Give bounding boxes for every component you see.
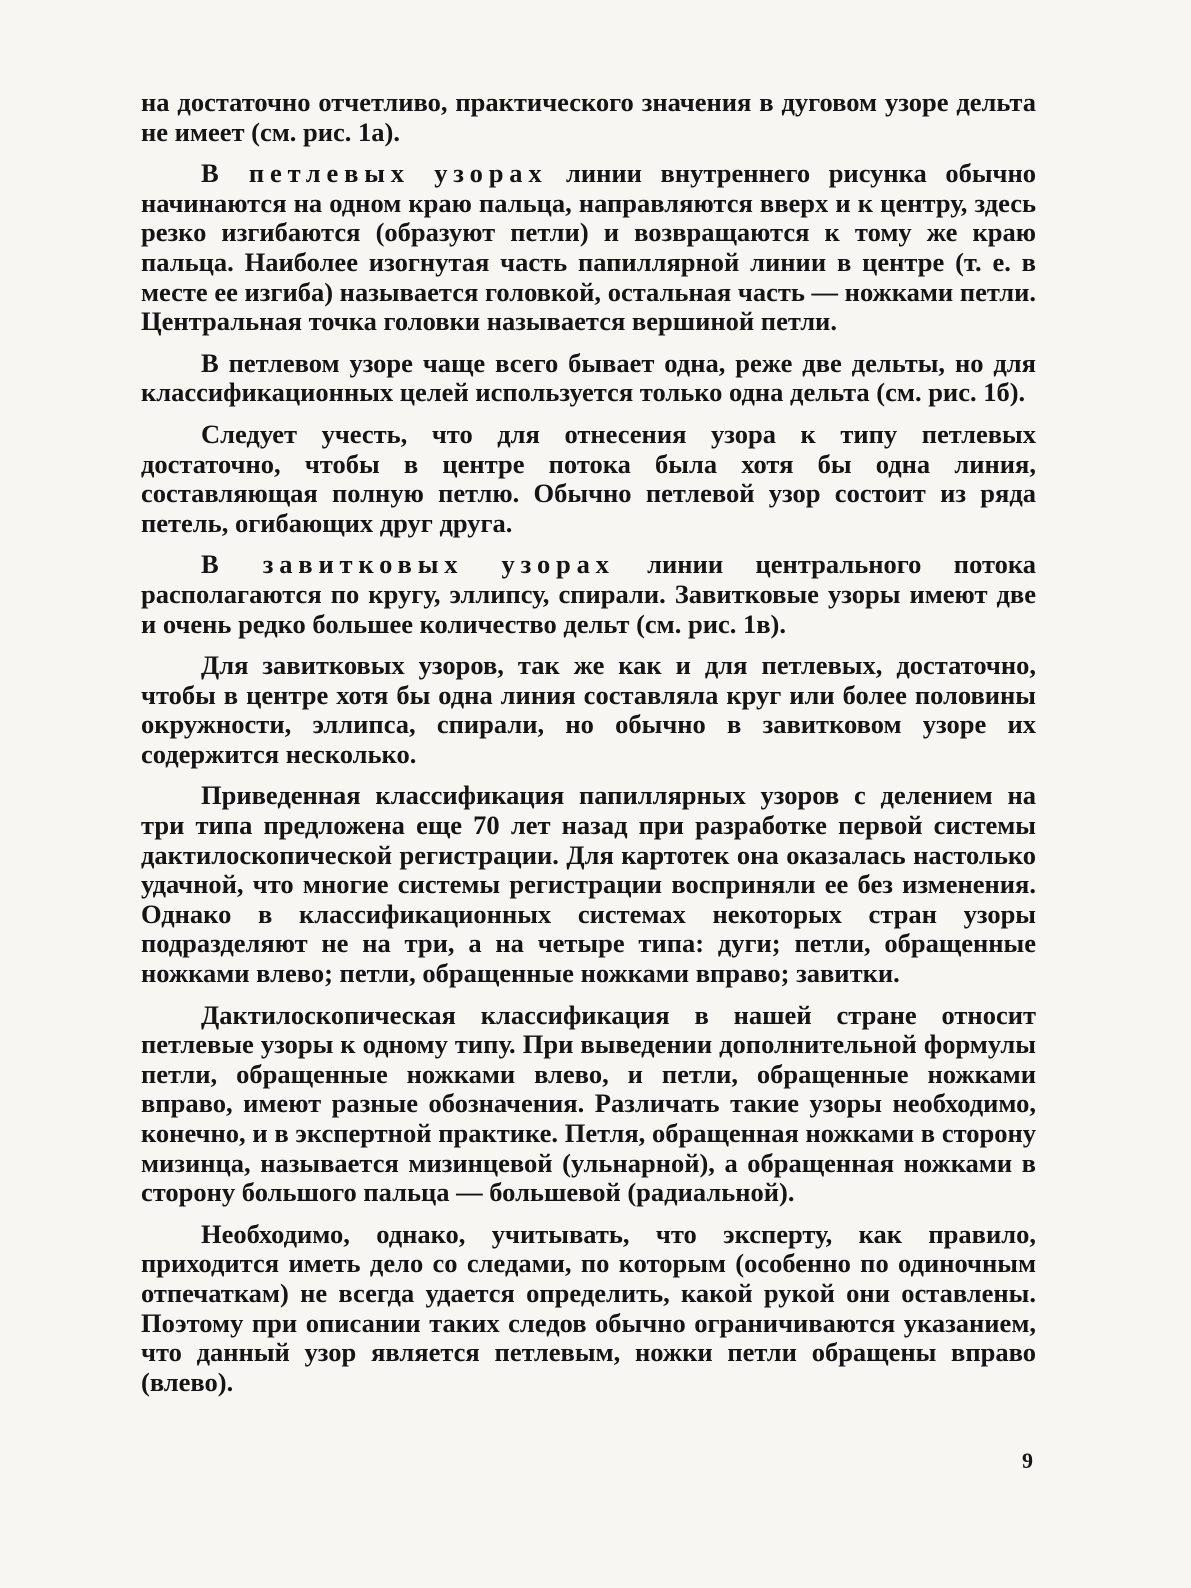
- paragraph-4: [141, 420, 1036, 538]
- paragraph-3: [141, 349, 1036, 408]
- page-number: 9: [1022, 1448, 1033, 1473]
- paragraph-4-text: Следует учесть, что для отнесения узора к типу петлевых достаточно, чтобы в центре потока была хотя бы одна линия, составляющая полную петлю. Обычно петлевой узор состоит из ряда петель, огибающих друг друга.: [141, 418, 1036, 538]
- paragraph-5-term: В завитковых узорах: [201, 549, 615, 580]
- paragraph-7-text: Приведенная классификация папиллярных узоров с делением на три типа предложена еще 70 лет назад при разработке первой системы дактилоскопической регистрации. Для картотек она оказалась настолько удачной, что многие системы регистрации восприняли ее без изменения. Однако в классификационных системах некоторых стран узоры подразделяют не на три, а на четыре типа: дуги; петли, обращенные ножками влево; петли, обращенные ножками вправо; завитки.: [141, 780, 1036, 989]
- paragraph-1-text: на достаточно отчетливо, практического значения в дуговом узоре дельта не имеет (см. рис. 1а).: [141, 87, 1036, 147]
- paragraph-6-text: Для завитковых узоров, так же как и для петлевых, достаточно, чтобы в центре хотя бы одна линия составляла круг или более половины окружности, эллипса, спирали, но обычно в завитковом узоре их содержится несколько.: [141, 650, 1036, 769]
- paragraph-2-term: В петлевых узорах: [201, 158, 548, 189]
- paragraph-8-text: Дактилоскопическая классификация в нашей стране относит петлевые узоры к одному типу. При выведении дополнительной формулы петли, обращенные ножками влево, и петли, обращенные ножками вправо, имеют разные обозначения. Различать такие узоры необходимо, конечно, и в экспертной практике. Петля, обращенная ножками в сторону мизинца, называется мизинцевой (ульнарной), а обращенная ножками в сторону большого пальца — большевой (радиальной).: [141, 999, 1036, 1208]
- page-text: [141, 88, 1036, 1409]
- paragraph-6: [141, 651, 1036, 769]
- paragraph-2-text: линии внутреннего рисунка обычно начинаются на одном краю пальца, направляются вверх и к центру, здесь резко изгибаются (образуют петли) и возвращаются к тому же краю пальца. Наиболее изогнутая часть папиллярной линии в центре (т. е. в месте ее изгиба) называется головкой, остальная часть — ножками петли. Центральная точка головки называется вершиной петли.: [141, 158, 1036, 337]
- paragraph-2: [141, 159, 1036, 337]
- paragraph-8: [141, 1001, 1036, 1208]
- paragraph-1: [141, 88, 1036, 147]
- paragraph-3-text: В петлевом узоре чаще всего бывает одна, реже две дельты, но для классификационных целей используется только одна дельта (см. рис. 1б).: [141, 347, 1036, 408]
- paragraph-7: [141, 781, 1036, 988]
- paragraph-5-text: линии центрального потока располагаются по кругу, эллипсу, спирали. Завитковые узоры имеют две и очень редко большее количество дельт (см. рис. 1в).: [141, 549, 1036, 639]
- paragraph-9-text: Необходимо, однако, учитывать, что эксперту, как правило, приходится иметь дело со следами, по которым (особенно по одиночным отпечаткам) не всегда удается определить, какой рукой они оставлены. Поэтому при описании таких следов обычно ограничиваются указанием, что данный узор является петлевым, ножки петли обращены вправо (влево).: [141, 1218, 1036, 1397]
- paragraph-5: [141, 550, 1036, 639]
- paragraph-9: [141, 1220, 1036, 1398]
